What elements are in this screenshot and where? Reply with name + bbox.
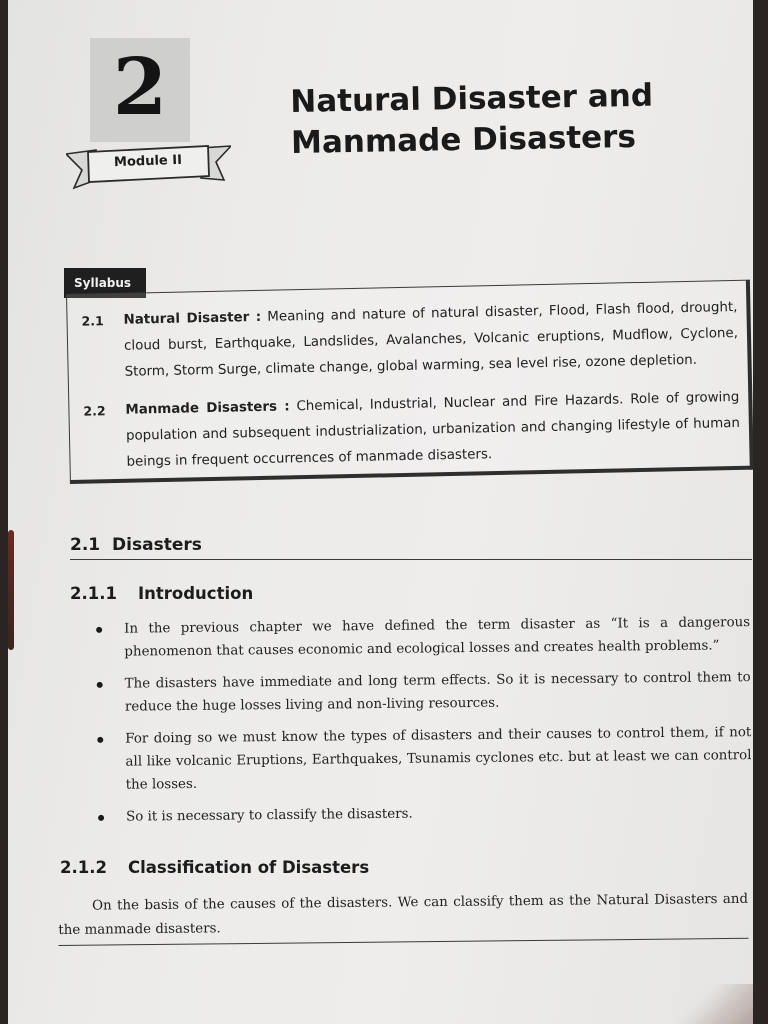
subsection-heading-introduction — [70, 584, 253, 603]
list-item-text: In the previous chapter we have defined the term disaster as “It is a dangerous phenomenon that causes economic and ecological losses and creates health problems.” — [124, 615, 751, 660]
syllabus-item — [81, 295, 738, 387]
bullet-icon — [97, 682, 103, 688]
chapter-number: 2 — [112, 42, 168, 133]
bullet-icon — [97, 737, 103, 743]
introduction-bullet-list — [90, 611, 752, 838]
list-item-text: So it is necessary to classify the disasters. — [126, 806, 413, 825]
page-corner-shadow — [663, 984, 753, 1024]
module-label: Module II — [113, 152, 183, 171]
list-item-text: The disasters have immediate and long term effects. So it is necessary to control them to reduce the huge losses living and non-living resources. — [124, 670, 751, 715]
subsection-number: 2.1.1 — [70, 584, 117, 603]
section-number: 2.1 — [70, 535, 101, 555]
subsection-number: 2.1.2 — [60, 858, 107, 877]
syllabus-item-description: Meaning and nature of natural disaster, Flood, Flash flood, drought, cloud burst, Earthquake, Landslides, Avalanches, Volcanic eruptions, Mudflow, Cyclone, Storm, Storm Surge, climate change, global warming, sea level rise, ozone depletion. — [123, 299, 739, 380]
syllabus-item-text — [125, 385, 740, 476]
list-item — [91, 721, 752, 797]
page-edge-shadow — [8, 530, 14, 650]
subsection-heading-classification — [60, 858, 369, 877]
syllabus-item-text — [123, 295, 738, 386]
list-item — [92, 799, 752, 829]
chapter-title — [290, 74, 731, 164]
subsection-title: Introduction — [138, 584, 254, 603]
list-item — [90, 611, 750, 664]
syllabus-box — [66, 280, 753, 484]
syllabus-tab: Syllabus — [64, 268, 146, 298]
bullet-icon — [96, 627, 102, 633]
syllabus-item-title: Natural Disaster : — [123, 309, 262, 328]
section-heading — [70, 535, 752, 560]
bullet-icon — [98, 815, 104, 821]
syllabus-item-title: Manmade Disasters : — [125, 399, 290, 418]
classification-paragraph: On the basis of the causes of the disasters. We can classify them as the Natural Disasters and the manmade disasters. — [58, 888, 748, 946]
subsection-title: Classification of Disasters — [128, 858, 370, 877]
section-title: Disasters — [112, 535, 202, 555]
syllabus-item-description: Chemical, Industrial, Nuclear and Fire Hazards. Role of growing population and subsequent industrialization, urbanization and changing lifestyle of human beings in frequent occurrences of manmade disasters. — [125, 389, 741, 470]
list-item-text: For doing so we must know the types of disasters and their causes to control them, if not all like volcanic Eruptions, Earthquakes, Tsunamis cyclones etc. but at least we can control the losses. — [125, 725, 752, 793]
syllabus-item — [83, 385, 740, 477]
syllabus-item-number: 2.2 — [83, 403, 106, 419]
list-item — [91, 666, 751, 719]
book-page — [8, 0, 753, 1024]
chapter-number-box — [90, 38, 190, 142]
chapter-title-line-2: Manmade Disasters — [290, 118, 637, 161]
chapter-title-line-1: Natural Disaster and — [290, 77, 654, 120]
syllabus-item-number: 2.1 — [81, 313, 104, 329]
